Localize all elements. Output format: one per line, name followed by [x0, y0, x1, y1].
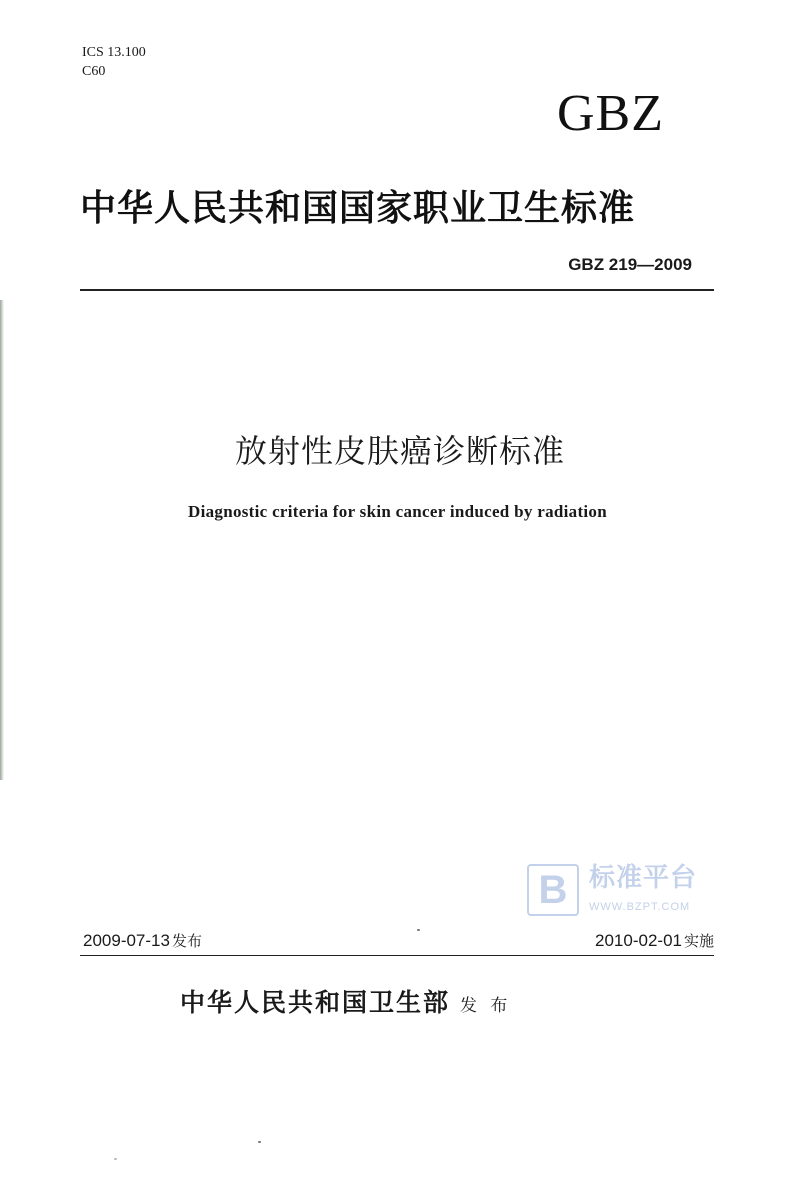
- classification-code: C60: [82, 64, 106, 79]
- footer-divider: [80, 955, 714, 956]
- document-title-english: Diagnostic criteria for skin cancer induced by radiation: [188, 502, 607, 521]
- watermark-text: 标准平台: [589, 863, 698, 893]
- publisher-line: [180, 986, 511, 1023]
- issue-date-suffix: 发布: [171, 932, 202, 950]
- publisher-suffix: 发 布: [460, 996, 512, 1016]
- ics-code: ICS 13.100: [82, 45, 146, 60]
- standard-type-title: 中华人民共和国国家职业卫生标准: [80, 188, 636, 229]
- standard-number: GBZ 219—2009: [568, 255, 692, 274]
- scan-speck: [417, 929, 420, 931]
- publisher-name: 中华人民共和国卫生部: [180, 988, 451, 1017]
- issue-date: 2009-07-13: [83, 931, 170, 950]
- implement-date: 2010-02-01: [595, 931, 682, 950]
- watermark: [527, 862, 727, 924]
- implement-date-block: [595, 930, 714, 952]
- watermark-url: WWW.BZPT.COM: [589, 901, 691, 913]
- watermark-logo-letter: B: [538, 868, 568, 912]
- scan-edge-shadow: [0, 300, 4, 780]
- scan-speck: [114, 1158, 117, 1160]
- issue-date-block: [83, 930, 202, 952]
- document-title-chinese: 放射性皮肤癌诊断标准: [234, 432, 565, 470]
- gbz-logo: GBZ: [557, 85, 664, 142]
- watermark-logo-icon: [527, 864, 579, 916]
- header-divider: [80, 289, 714, 291]
- scan-speck: [258, 1141, 261, 1143]
- implement-date-suffix: 实施: [683, 932, 714, 950]
